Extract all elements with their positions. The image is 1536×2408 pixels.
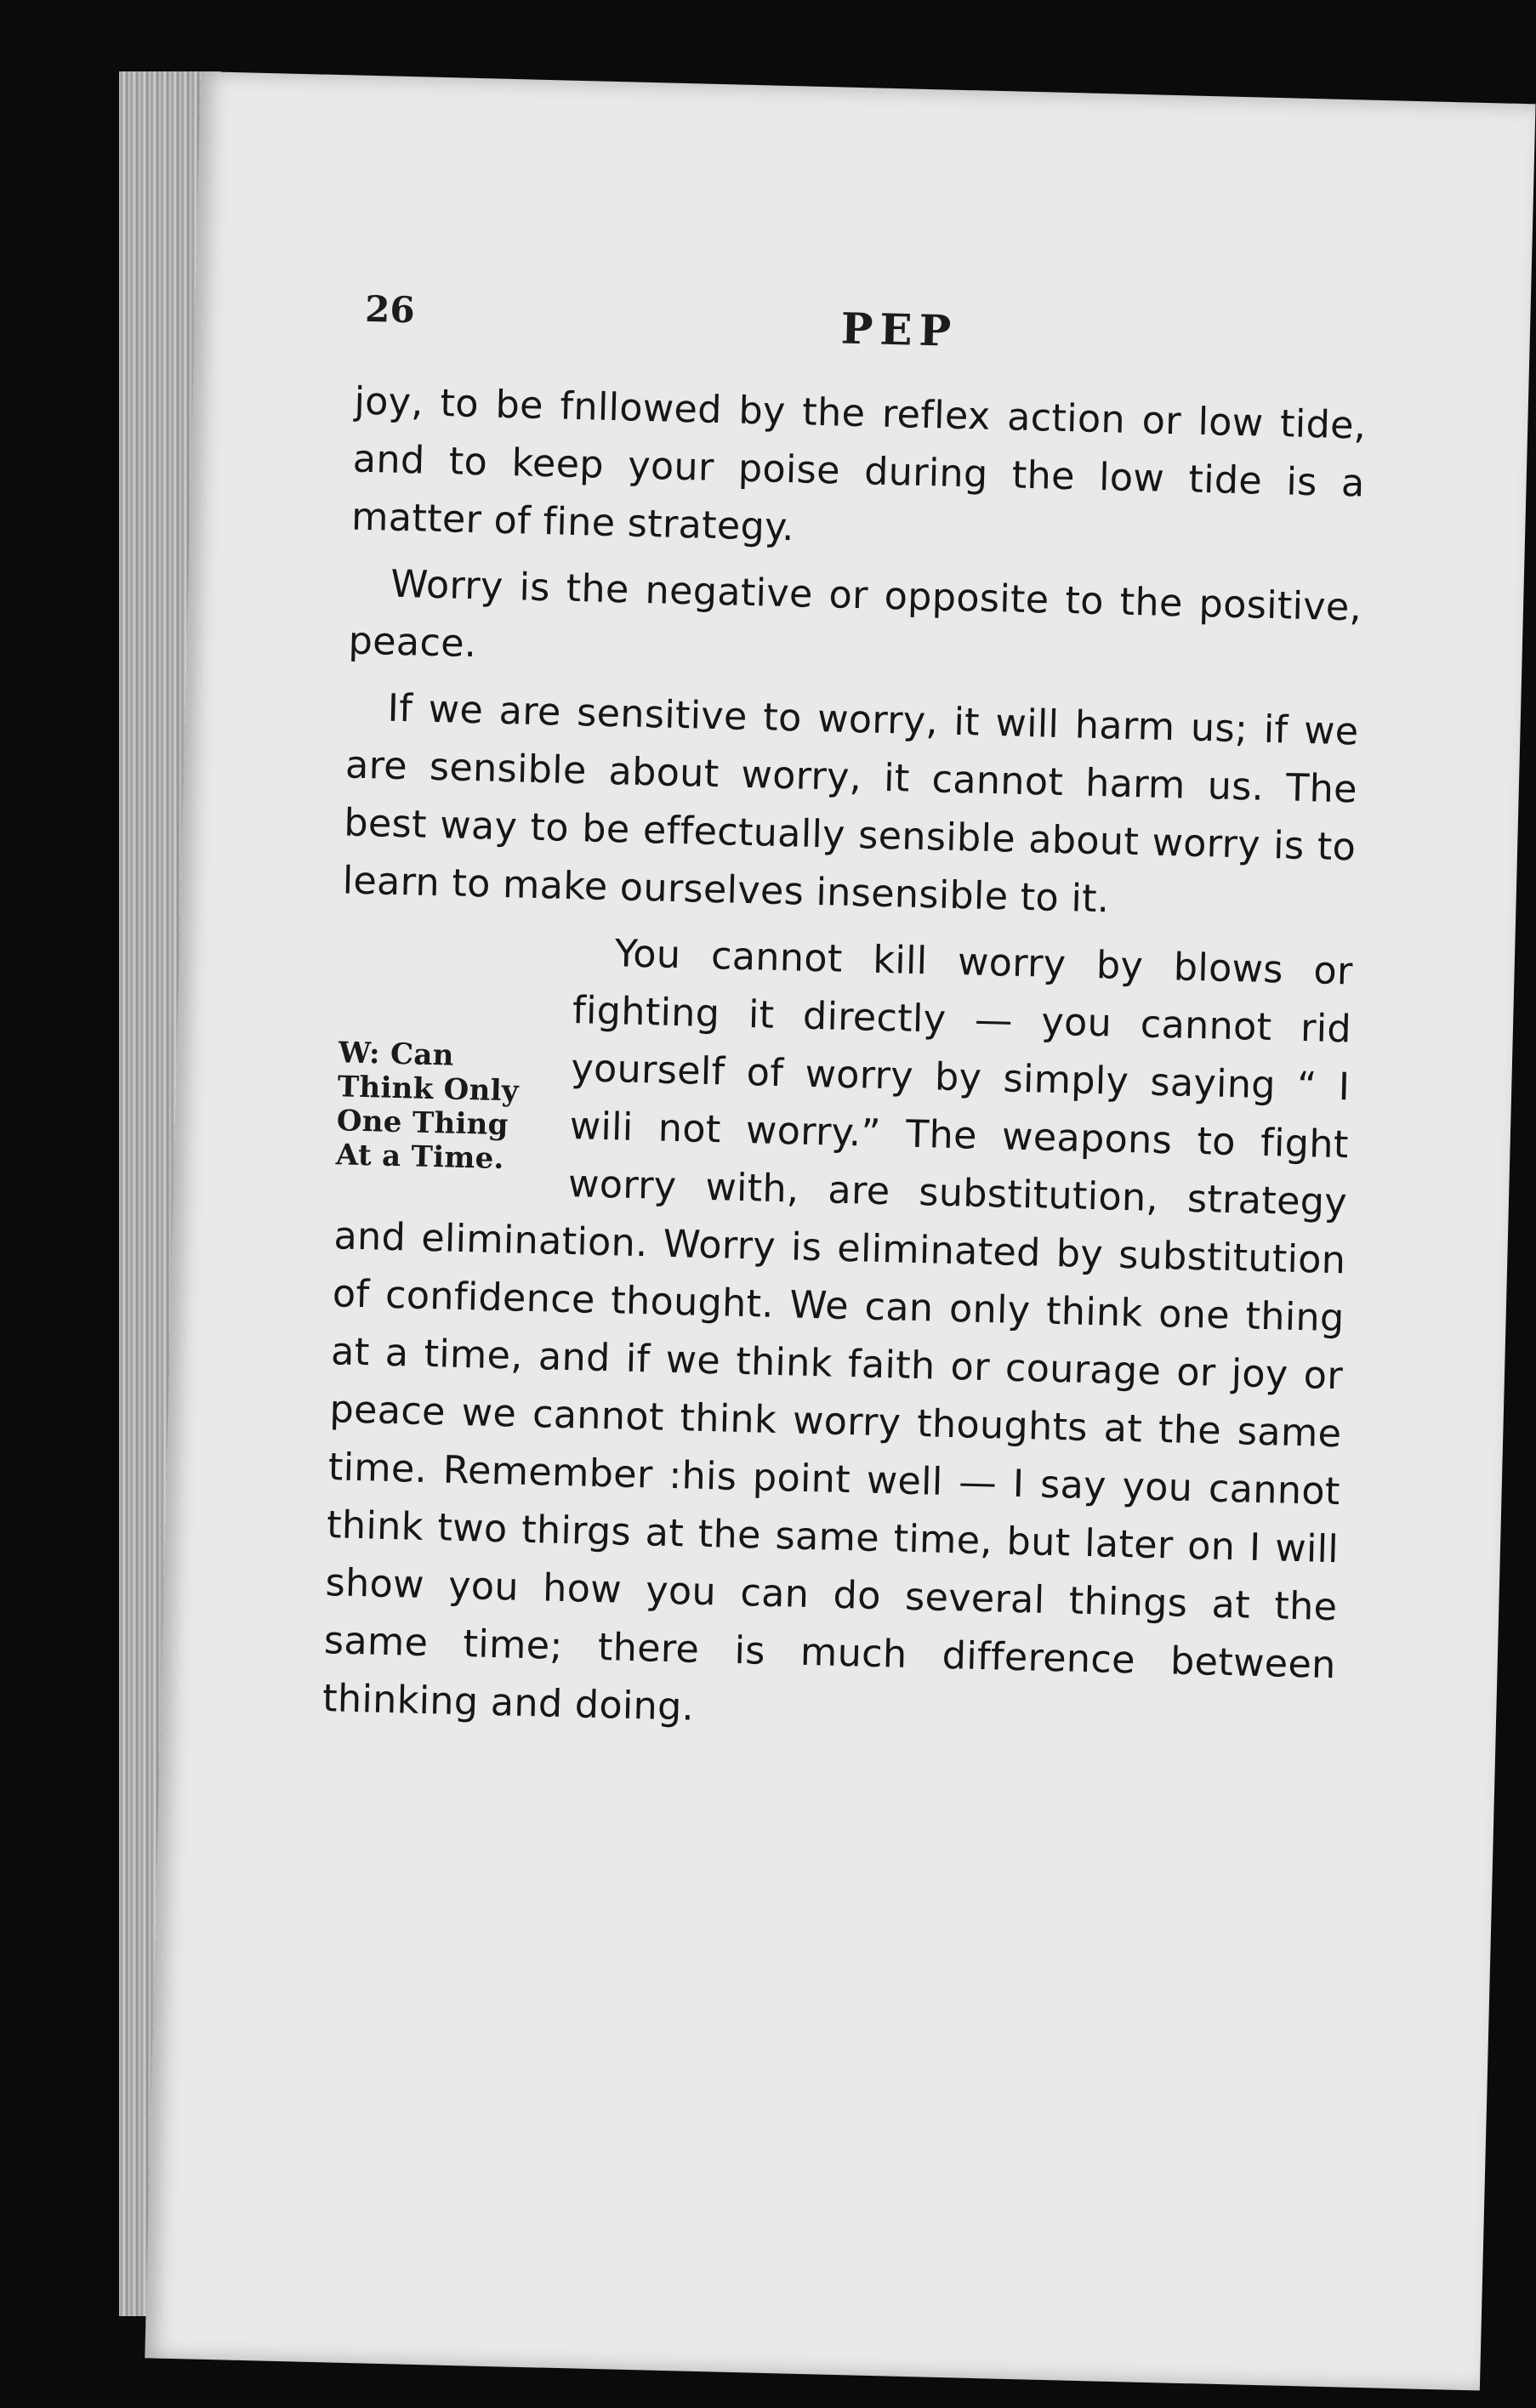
- page-number: 26: [364, 287, 416, 332]
- paragraph-4-with-sidenote: [321, 918, 1353, 1752]
- sidenote-line: Think Only: [337, 1070, 520, 1109]
- paragraph-2: Worry is the negative or opposite to the positive, peace.: [348, 562, 1362, 667]
- body-text: [321, 373, 1367, 1762]
- sidenote-line: At a Time.: [335, 1138, 505, 1177]
- sidenote-line: One Thing: [336, 1104, 509, 1143]
- paragraph-1: joy, to be fnllowed by the reflex action or low tide, and to keep your poise during the low tide is a matter of fine strategy.: [350, 379, 1367, 550]
- running-title: PEP: [840, 303, 959, 356]
- margin-sidenote: [335, 1036, 551, 1177]
- paragraph-4: You cannot kill worry by blows or fighting it directly — you cannot rid yourself of worry by simply saying “ I wili not worry.” The weapons to fight worry with, are substitution, strategy and elimination. Worry is eliminated by substitution of confidence thought. We can only think one thing at a time, and if we think faith or courage or joy or peace we cannot think worry thoughts at the same time. Remember :his point well — I say you cannot think two thirgs at the same time, but later on I will show you how you can do several things at the same time; there is much difference between thinking and doing.: [321, 932, 1354, 1729]
- book-page: [145, 71, 1535, 2391]
- sidenote-line: W: Can: [338, 1036, 455, 1073]
- running-head: [364, 288, 1386, 381]
- paragraph-3: If we are sensitive to worry, it will harm us; if we are sensible about worry, it cannot harm us. The best way to be effectually sensible about worry is to learn to make ourselves insensible to it.: [342, 686, 1360, 922]
